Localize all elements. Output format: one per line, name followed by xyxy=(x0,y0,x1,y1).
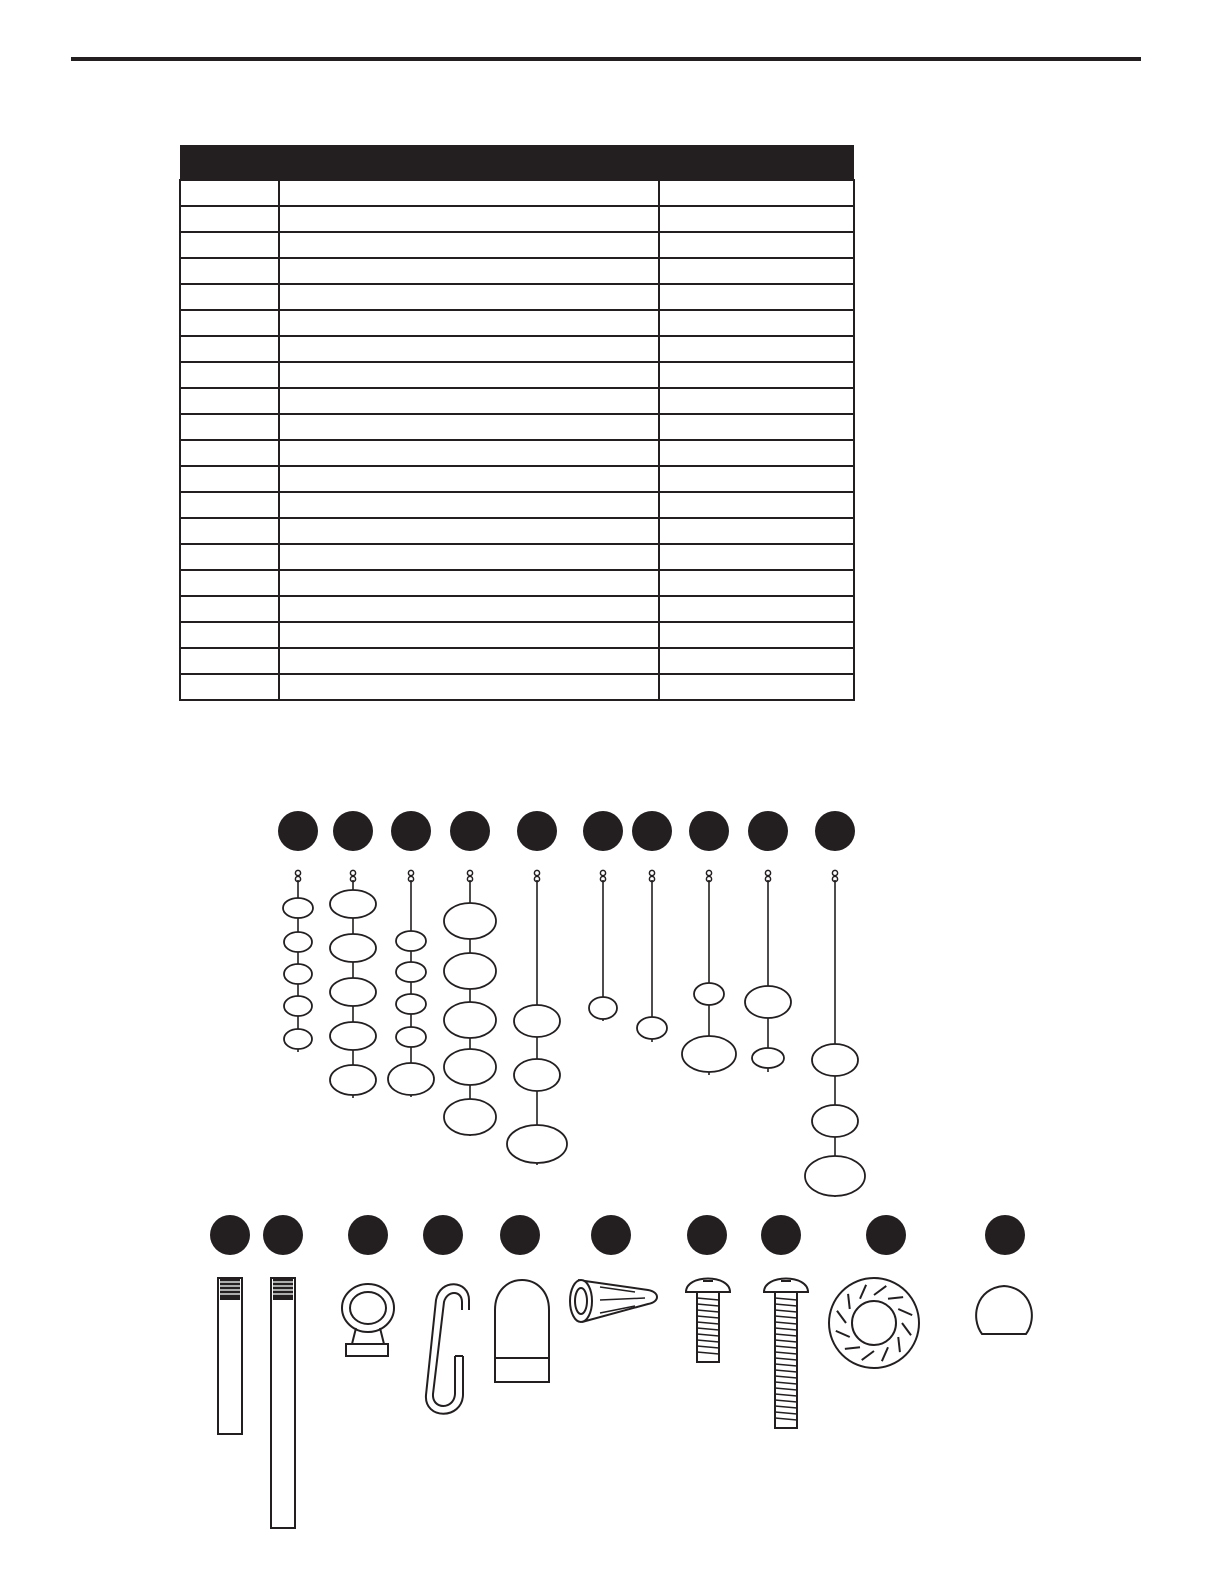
strand-marker xyxy=(517,811,557,851)
hardware-parts xyxy=(210,1215,1032,1528)
bead-strands xyxy=(278,811,865,1197)
strand-marker xyxy=(748,811,788,851)
bead-strand-icon xyxy=(745,811,791,1072)
long-screw-icon xyxy=(764,1279,808,1429)
hardware-marker xyxy=(687,1215,727,1255)
bead-strand-icon xyxy=(682,811,736,1075)
loop-nut-icon xyxy=(342,1284,394,1356)
hardware-marker xyxy=(500,1215,540,1255)
strand-marker xyxy=(333,811,373,851)
strand-marker xyxy=(815,811,855,851)
hardware-marker xyxy=(423,1215,463,1255)
hardware-marker xyxy=(210,1215,250,1255)
hardware-marker xyxy=(761,1215,801,1255)
hardware-marker xyxy=(263,1215,303,1255)
hardware-marker xyxy=(866,1215,906,1255)
hardware-marker xyxy=(985,1215,1025,1255)
bead-strand-icon xyxy=(583,811,623,1021)
s-hook-icon xyxy=(426,1284,469,1414)
strand-marker xyxy=(278,811,318,851)
strand-marker xyxy=(583,811,623,851)
bead-strand-icon xyxy=(632,811,672,1042)
crossbar-plate-icon xyxy=(829,1278,919,1368)
bead-strand-icon xyxy=(805,811,865,1197)
bead-strand-icon xyxy=(330,811,376,1098)
bead-strand-icon xyxy=(278,811,318,1052)
socket-cover-icon xyxy=(495,1280,549,1382)
short-screw-icon xyxy=(686,1279,730,1363)
strand-marker xyxy=(632,811,672,851)
finial-cap-icon xyxy=(976,1286,1032,1334)
strand-marker xyxy=(689,811,729,851)
strand-marker xyxy=(450,811,490,851)
hardware-marker xyxy=(348,1215,388,1255)
short-threaded-rod-icon xyxy=(218,1278,242,1434)
bead-strand-icon xyxy=(388,811,434,1097)
bead-strand-icon xyxy=(507,811,567,1165)
strand-marker xyxy=(391,811,431,851)
long-threaded-rod-icon xyxy=(271,1278,295,1528)
bead-strand-icon xyxy=(444,811,496,1136)
wire-nut-icon xyxy=(570,1280,657,1322)
hardware-marker xyxy=(591,1215,631,1255)
